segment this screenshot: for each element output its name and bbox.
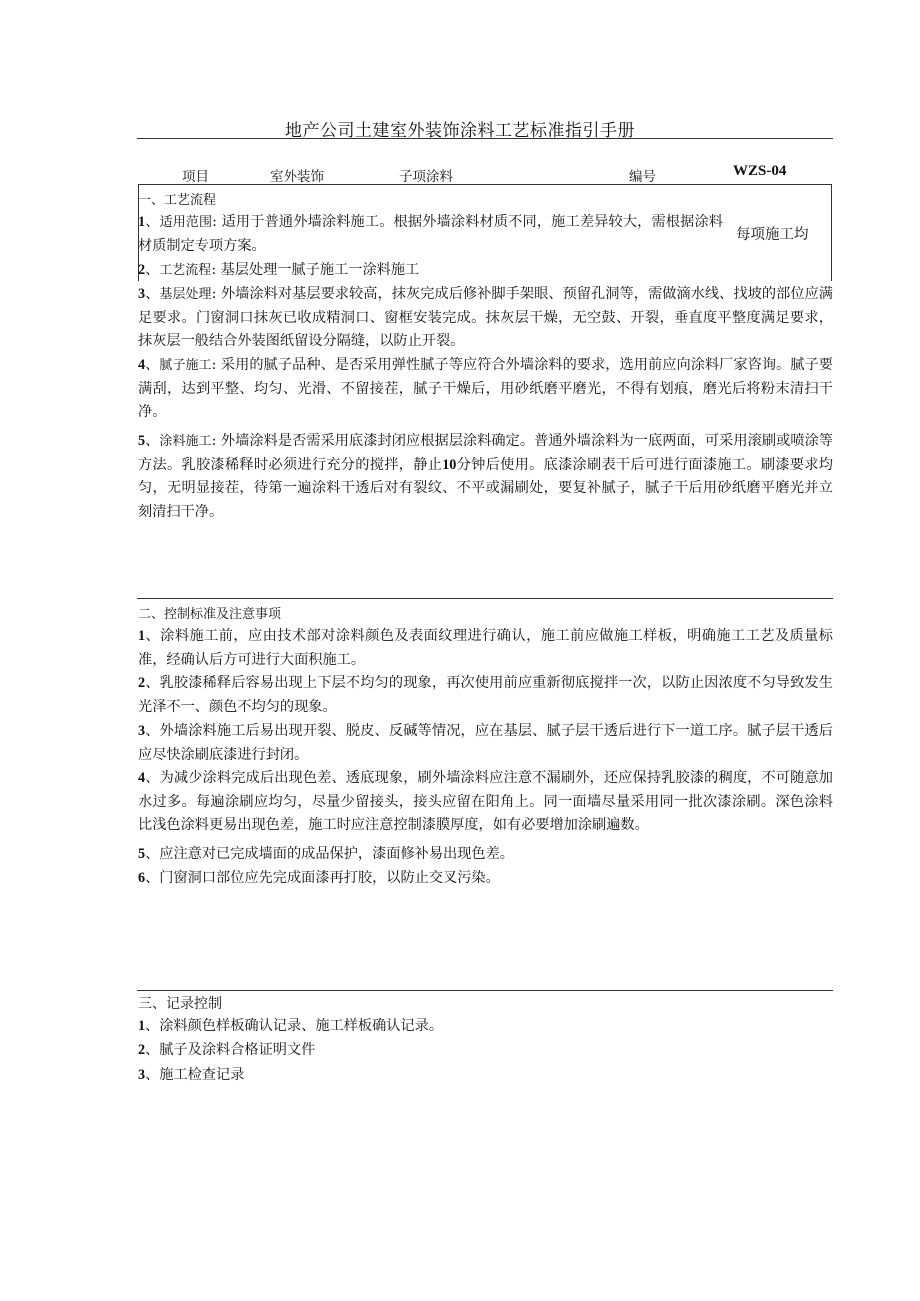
section3-item-3 <box>138 1064 833 1088</box>
sub-item-label: 子项涂料 <box>399 169 453 185</box>
section2-item-6 <box>138 867 833 891</box>
item-number: 2 <box>138 675 146 691</box>
section3-rule <box>137 990 833 991</box>
section2-item-5 <box>138 843 833 867</box>
item-text: 、外墙涂料施工后易出现开裂、脱皮、反碱等情况，应在基层、腻子层干透后进行下一道工序。腻子层干透后应尽快涂刷底漆进行封闭。 <box>138 723 833 763</box>
item-text: : 采用的腻子品种、是否采用弹性腻子等应符合外墙涂料的要求，选用前应向涂料厂家咨询。腻子要满刮，达到平整、均匀、光滑、不留接茬，腻子干燥后，用砂纸磨平磨光，不得有划痕，磨光后将粉末清扫干净。 <box>138 357 833 420</box>
item-number: 4 <box>138 357 146 373</box>
item-text: 、涂料颜色样板确认记录、施工样板确认记录。 <box>145 1018 444 1034</box>
item-value: 室外装饰 <box>270 169 324 185</box>
item-label: 适用范围 <box>159 215 213 230</box>
item-text: 、为减少涂料完成后出现色差、透底现象，刷外墙涂料应注意不漏刷外，还应保持乳胶漆的稠度，不可随意加水过多。每遍涂刷应均匀，尽量少留接头，接头应留在阳角上。同一面墙尽量采用同一批次漆涂刷。深色涂料比浅色涂料更易出现色差，施工时应注意控制漆膜厚度，如有必要增加涂刷遍数。 <box>138 770 833 833</box>
section1-heading: 一、工艺流程 <box>138 193 217 208</box>
item-number: 1 <box>138 1018 146 1034</box>
item-number-inline: 10 <box>442 456 457 473</box>
code-value: WZS-04 <box>733 163 787 179</box>
title-rule <box>137 138 833 139</box>
item-text: : 外墙涂料是否需采用底漆封闭应根据层涂料确定。普通外墙涂料为一底两面，可采用滚刷或喷涂等方法。乳胶漆稀释时必须进行充分的搅拌，静止 <box>138 433 833 473</box>
section1-item-2: 2、工艺流程: 基层处理一腻子施工一涂料施工 <box>138 262 420 278</box>
item-label: 涂料施工 <box>159 434 212 449</box>
page-title: 地产公司土建室外装饰涂料工艺标准指引手册 <box>285 121 635 141</box>
item-text: 分钟后使用。底漆涂刷表干后可进行面漆施工。刷漆要求均匀，无明显接茬，待第一遍涂料干透后对有裂纹、不平或漏刷处，要复补腻子，腻子干后用砂纸磨平磨光并立刻清扫干净。 <box>138 456 833 520</box>
item-label: 腻子施工 <box>159 358 212 373</box>
section2-heading: 二、控制标准及注意事项 <box>138 607 282 622</box>
item-number: 5 <box>138 846 146 862</box>
item-number: 2 <box>138 1042 146 1058</box>
item-text: 、乳胶漆稀释后容易出现上下层不均匀的现象，再次使用前应重新彻底搅拌一次，以防止因浓度不匀导致发生光泽不一、颜色不均匀的现象。 <box>138 675 833 715</box>
item-text: 、腻子及涂料合格证明文件 <box>145 1042 316 1058</box>
item-label: 基层处理 <box>159 287 212 302</box>
side-note: 每项施工均 <box>736 227 809 243</box>
item-label: 项目 <box>182 169 209 185</box>
item-number: 5 <box>138 433 146 449</box>
item-number: 3 <box>138 1067 146 1083</box>
section2-item-4 <box>138 767 833 838</box>
section2-rule <box>137 598 833 599</box>
code-label: 编号 <box>629 169 656 185</box>
item-number: 1 <box>138 214 146 230</box>
item-text: 、施工检查记录 <box>145 1067 245 1083</box>
item-text: 、门窗洞口部位应先完成面漆再打胶，以防止交叉污染。 <box>145 870 500 886</box>
item-text: : 外墙涂料对基层要求较高，抹灰完成后修补脚手架眼、预留孔洞等，需做滴水线、找坡的部位应满足要求。门窗洞口抹灰已收成精洞口、窗框安装完成。抹灰层干燥，无空鼓、开裂，垂直度平整度满足要求，抹灰层一般结合外装图纸留设分隔缝，以防止开裂。 <box>138 286 833 349</box>
section2-item-1 <box>138 625 833 672</box>
section2-item-2 <box>138 672 833 719</box>
section1-item-5: 5、涂料施工: 外墙涂料是否需采用底漆封闭应根据层涂料确定。普通外墙涂料为一底两面，可采用滚刷或喷涂等方法。乳胶漆稀释时必须进行充分的搅拌，静止10分钟后使用。底漆涂刷表干后可进行面漆施工。刷漆要求均匀，无明显接茬，待第一遍涂料干透后对有裂纹、不平或漏刷处，要复补腻子，腻子干后用砂纸磨平磨光并立刻清扫干净。 <box>138 433 833 520</box>
item-text: : 适用于普通外墙涂料施工。根据外墙涂料材质不同，施工差异较大，需根据涂料材质制定专项方案。 <box>138 214 723 254</box>
section1-item-4: 4、腻子施工: 采用的腻子品种、是否采用弹性腻子等应符合外墙涂料的要求，选用前应向涂料厂家咨询。腻子要满刮，达到平整、均匀、光滑、不留接茬，腻子干燥后，用砂纸磨平磨光，不得有划痕，磨光后将粉末清扫干净。 <box>138 357 833 420</box>
item-number: 3 <box>138 286 146 302</box>
item-label: 工艺流程 <box>159 263 212 278</box>
item-number: 1 <box>138 628 146 644</box>
item-number: 6 <box>138 870 146 886</box>
item-text: 、涂料施工前，应由技术部对涂料颜色及表面纹理进行确认，施工前应做施工样板，明确施工工艺及质量标准，经确认后方可进行大面积施工。 <box>138 628 833 668</box>
section3-item-1 <box>138 1015 833 1039</box>
section1-item-1: 1、适用范围: 适用于普通外墙涂料施工。根据外墙涂料材质不同，施工差异较大，需根据涂料材质制定专项方案。 <box>138 214 723 254</box>
section2-item-3 <box>138 720 833 767</box>
section1-item-3: 3、基层处理: 外墙涂料对基层要求较高，抹灰完成后修补脚手架眼、预留孔洞等，需做滴水线、找坡的部位应满足要求。门窗洞口抹灰已收成精洞口、窗框安装完成。抹灰层干燥，无空鼓、开裂，垂直度平整度满足要求，抹灰层一般结合外装图纸留设分隔缝，以防止开裂。 <box>138 286 833 349</box>
item-number: 3 <box>138 723 146 739</box>
item-number: 2 <box>138 262 146 278</box>
item-text: 、应注意对已完成墙面的成品保护，漆面修补易出现色差。 <box>145 846 514 862</box>
item-number: 4 <box>138 770 146 786</box>
section3-heading: 三、记录控制 <box>138 996 222 1012</box>
item-text: : 基层处理一腻子施工一涂料施工 <box>211 262 420 278</box>
section3-item-2 <box>138 1039 833 1063</box>
